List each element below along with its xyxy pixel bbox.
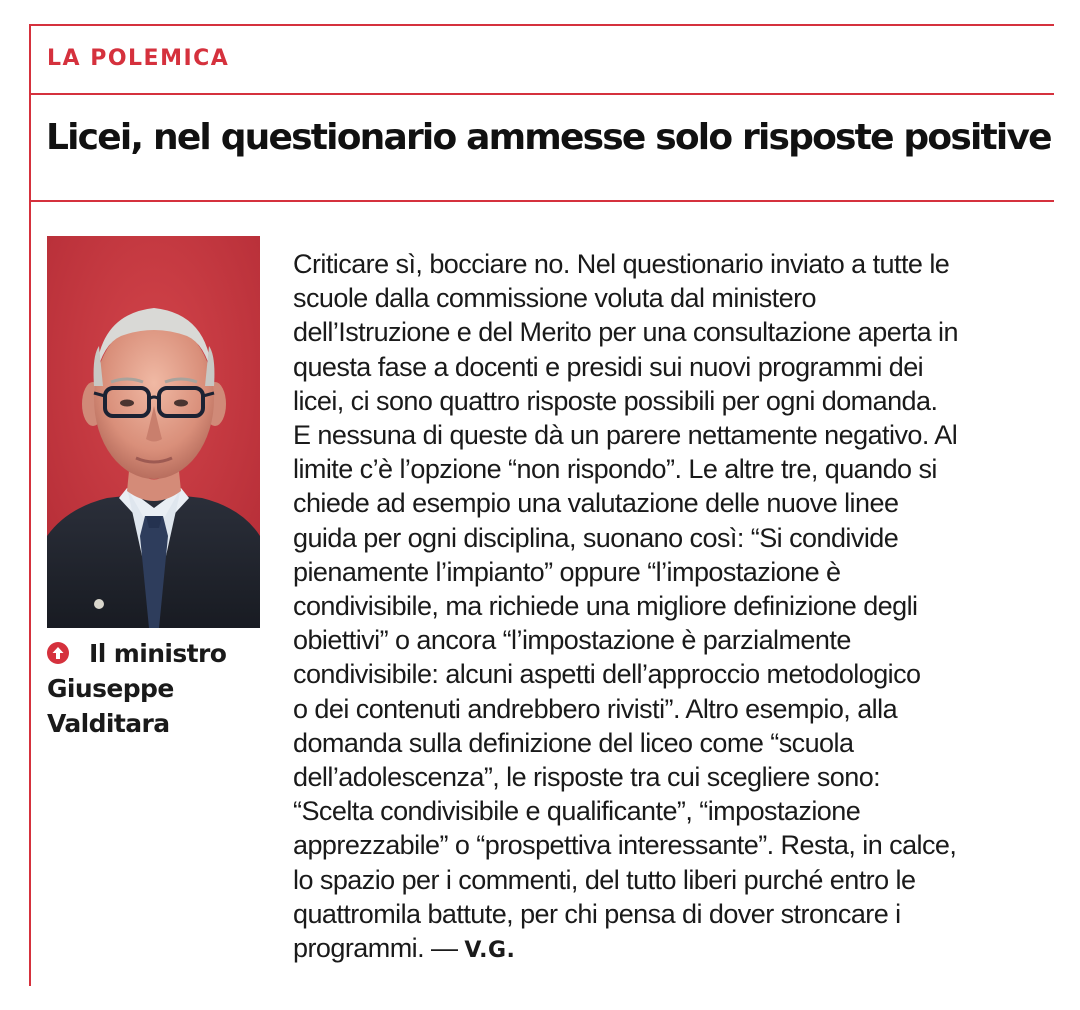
- headline-divider: [29, 200, 1054, 202]
- body-line: E nessuna di queste dà un parere nettamente negativo. Al: [293, 420, 958, 451]
- minister-photo: [47, 236, 260, 628]
- body-line: domanda sulla definizione del liceo come “scuola: [293, 727, 854, 758]
- body-line: dell’Istruzione e del Merito per una consultazione aperta in: [293, 317, 958, 348]
- body-line: condivisibile, ma richiede una migliore definizione degli: [293, 591, 918, 622]
- body-line: o dei contenuti andrebbero rivisti”. Altro esempio, alla: [293, 693, 898, 724]
- top-divider: [29, 24, 1054, 26]
- body-line: Criticare sì, bocciare no. Nel questionario inviato a tutte le: [293, 249, 950, 279]
- body-line: condivisibile: alcuni aspetti dell’approccio metodologico: [293, 659, 921, 690]
- caption-line-first-name: Giuseppe: [47, 674, 174, 703]
- body-line: lo spazio per i commenti, del tutto liberi purché entro le: [293, 864, 916, 895]
- section-kicker: LA POLEMICA: [47, 46, 230, 71]
- body-line: “Scelta condivisibile e qualificante”, “impostazione: [293, 796, 861, 827]
- arrow-up-circle-icon: [47, 642, 69, 664]
- body-line: dell’adolescenza”, le risposte tra cui scegliere sono:: [293, 762, 881, 793]
- body-line: licei, ci sono quattro risposte possibili per ogni domanda.: [293, 385, 938, 416]
- body-line: chiede ad esempio una valutazione delle nuove linee: [293, 488, 899, 519]
- article-body: [293, 247, 1063, 968]
- body-line: pienamente l’impianto” oppure “l’impostazione è: [293, 556, 841, 587]
- body-line: obiettivi” o ancora “l’impostazione è parzialmente: [293, 625, 851, 656]
- caption-first-line: [47, 636, 277, 671]
- caption-line-role: Il ministro: [89, 639, 227, 668]
- photo-caption: [47, 636, 277, 741]
- article-headline: Licei, nel questionario ammesse solo risposte positive: [46, 117, 1051, 158]
- body-last-line: [293, 931, 1063, 968]
- body-last-line-text: programmi. —: [293, 933, 465, 964]
- kicker-divider: [29, 93, 1054, 95]
- author-signature: V.G.: [464, 938, 516, 964]
- left-column-rule: [29, 24, 31, 986]
- caption-line-last-name: Valditara: [47, 709, 170, 738]
- body-line: guida per ogni disciplina, suonano così: “Si condivide: [293, 522, 899, 553]
- body-line: scuole dalla commissione voluta dal ministero: [293, 283, 817, 314]
- body-line: limite c’è l’opzione “non rispondo”. Le altre tre, quando si: [293, 454, 937, 485]
- body-line: apprezzabile” o “prospettiva interessante”. Resta, in calce,: [293, 830, 957, 861]
- body-line: quattromila battute, per chi pensa di dover stroncare i: [293, 898, 901, 929]
- body-line: questa fase a docenti e presidi sui nuovi programmi dei: [293, 351, 924, 382]
